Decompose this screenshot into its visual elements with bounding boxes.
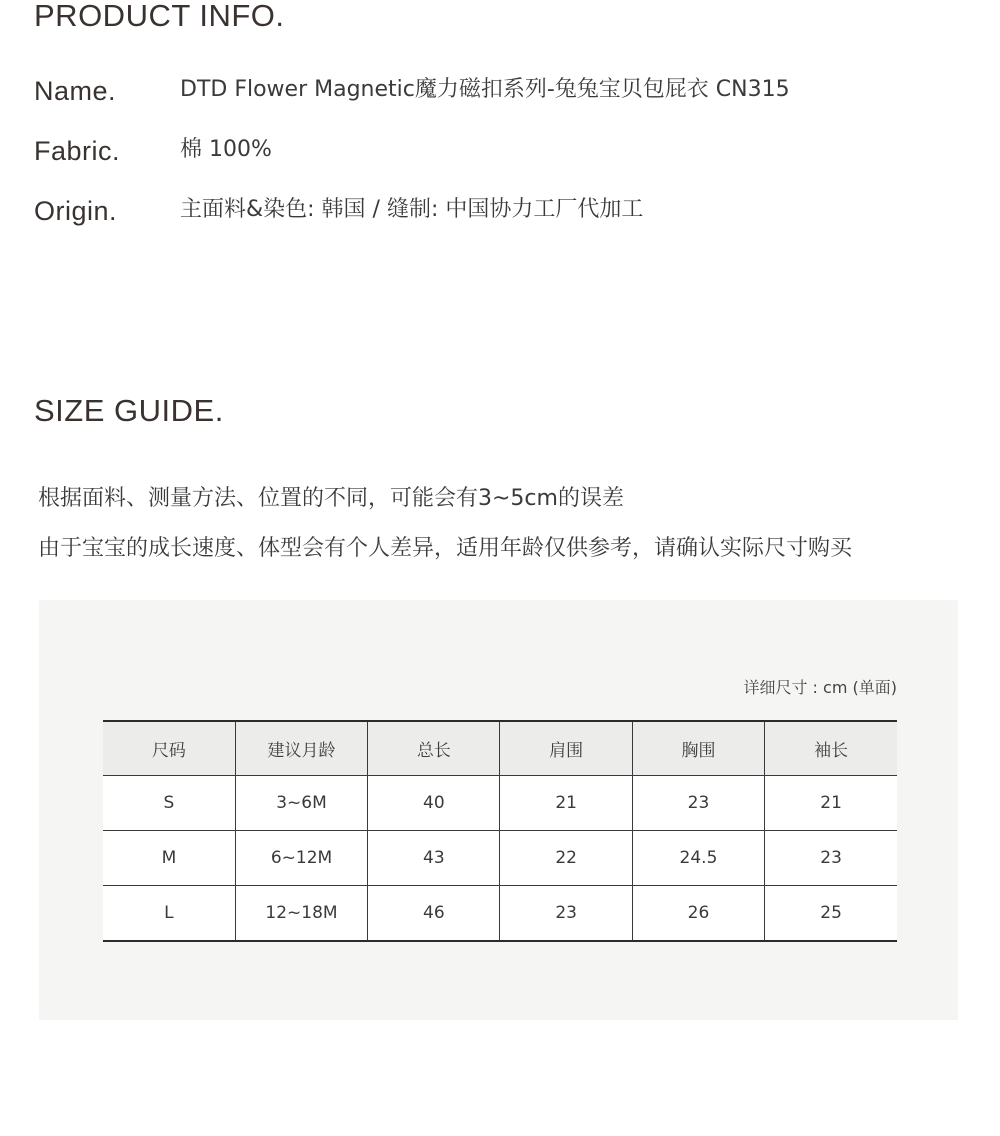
- table-cell: S: [103, 776, 235, 831]
- size-table-caption: 详细尺寸 : cm (单面): [743, 678, 897, 697]
- table-cell: 26: [632, 886, 764, 942]
- table-cell: 12~18M: [235, 886, 367, 942]
- size-table-header-row: [103, 721, 897, 776]
- table-row: [103, 831, 897, 886]
- name-label: Name.: [34, 76, 117, 106]
- header-shoulder: 肩围: [500, 721, 632, 776]
- origin-value: 主面料&染色: 韩国 / 缝制: 中国协力工厂代加工: [180, 197, 644, 222]
- table-cell: 6~12M: [235, 831, 367, 886]
- table-cell: 25: [765, 886, 897, 942]
- fabric-value: 棉 100%: [180, 137, 272, 162]
- table-cell: 21: [765, 776, 897, 831]
- table-cell: M: [103, 831, 235, 886]
- size-note-measurement-error: 根据面料、测量方法、位置的不同，可能会有3~5cm的误差: [38, 486, 624, 511]
- table-row: [103, 776, 897, 831]
- header-chest: 胸围: [632, 721, 764, 776]
- header-total-length: 总长: [368, 721, 500, 776]
- name-value: DTD Flower Magnetic魔力磁扣系列-兔兔宝贝包屁衣 CN315: [180, 77, 790, 102]
- table-cell: 21: [500, 776, 632, 831]
- table-cell: 23: [765, 831, 897, 886]
- header-size: 尺码: [103, 721, 235, 776]
- table-row: [103, 886, 897, 942]
- info-row-origin: [34, 194, 964, 230]
- table-cell: 24.5: [632, 831, 764, 886]
- info-row-name: [34, 74, 964, 110]
- table-cell: 23: [632, 776, 764, 831]
- info-row-fabric: [34, 134, 964, 170]
- size-chart-panel: [39, 600, 958, 1020]
- size-table: [103, 720, 897, 942]
- header-sleeve-length: 袖长: [765, 721, 897, 776]
- size-note-age-reference: 由于宝宝的成长速度、体型会有个人差异，适用年龄仅供参考，请确认实际尺寸购买: [38, 536, 853, 561]
- table-cell: 22: [500, 831, 632, 886]
- product-info-title: PRODUCT INFO.: [34, 0, 285, 33]
- table-cell: 40: [368, 776, 500, 831]
- table-cell: 23: [500, 886, 632, 942]
- size-guide-title: SIZE GUIDE.: [34, 393, 224, 428]
- fabric-label: Fabric.: [34, 136, 121, 166]
- table-cell: L: [103, 886, 235, 942]
- origin-label: Origin.: [34, 196, 118, 226]
- table-cell: 3~6M: [235, 776, 367, 831]
- table-cell: 46: [368, 886, 500, 942]
- table-cell: 43: [368, 831, 500, 886]
- header-recommended-age: 建议月龄: [235, 721, 367, 776]
